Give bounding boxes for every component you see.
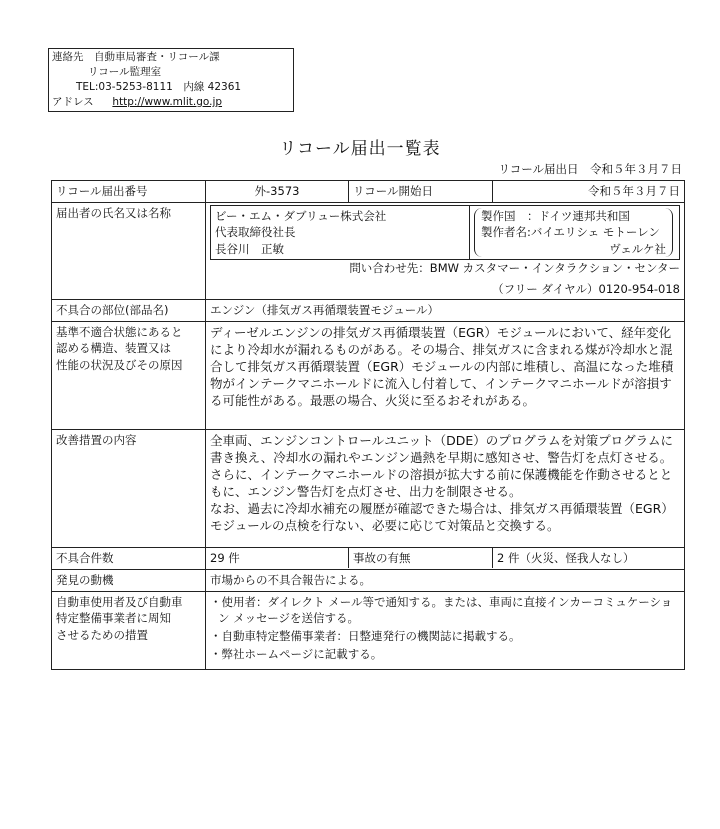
label-notification-3: させるための措置 xyxy=(56,627,148,642)
part-name: エンジン（排気ガス再循環装置モジュール） xyxy=(206,300,685,322)
inquiry-contact: 問い合わせ先：BMW カスタマー・インタラクション・センター xyxy=(349,261,680,275)
label-notification-1: 自動車使用者及び自動車 xyxy=(56,594,183,609)
label-defect-count: 不具合件数 xyxy=(52,547,206,569)
label-discovery: 発見の動機 xyxy=(52,569,206,591)
discovery-motive: 市場からの不具合報告による。 xyxy=(206,569,685,591)
company-name: ビー・エム・ダブリュー株式会社 xyxy=(215,208,387,223)
maker-info xyxy=(474,208,673,258)
representative-role: 代表取締役社長 xyxy=(215,225,296,239)
row-applicant xyxy=(52,202,685,300)
inquiry-tel: （フリー ダイヤル）0120-954-018 xyxy=(492,281,680,296)
label-recall-number: リコール届出番号 xyxy=(52,181,206,203)
representative-name: 長谷川 正敏 xyxy=(215,241,284,256)
label-part: 不具合の部位(部品名) xyxy=(52,300,206,322)
label-defect-3: 性能の状況及びその原因 xyxy=(56,357,183,372)
label-start-date: リコール開始日 xyxy=(349,181,493,202)
label-applicant: 届出者の氏名又は名称 xyxy=(52,202,206,300)
address-label: アドレス xyxy=(52,96,94,108)
row-discovery xyxy=(52,569,685,591)
contact-line-1: 連絡先 自動車局審査・リコール課 xyxy=(52,51,220,63)
row-remedy xyxy=(52,429,685,547)
row-recall-number xyxy=(52,181,685,203)
row-part xyxy=(52,300,685,322)
remedy-description: 全車両、エンジンコントロールユニット（DDE）のプログラムを対策プログラムに書き換え、冷却水の漏れやエンジン過熱を早期に感知させ、警告灯を点灯させる。さらに、インテークマニホールドの溶損が拡大する前に保護機能を作動させるとともに、エンジン警告灯を点灯させ、出力を制限させる。 xyxy=(210,432,674,499)
contact-line-2: リコール監理室 xyxy=(88,66,162,78)
row-notification xyxy=(52,591,685,669)
row-defect-count xyxy=(52,547,685,569)
mlit-link[interactable]: http://www.mlit.go.jp xyxy=(112,96,223,108)
page-title: リコール届出一覧表 xyxy=(279,139,441,159)
notice-date: リコール届出日 令和５年３月７日 xyxy=(498,162,682,176)
maker-name-1: 製作者名:バイエリシェ モトーレン xyxy=(481,225,660,239)
maker-country: 製作国 ：ドイツ連邦共和国 xyxy=(481,208,630,223)
contact-address-row xyxy=(52,95,290,110)
notification-item-1: ・ 使用者：ダイレクト メール等で通知する。または、車両に直接インカーコミュケーション メッセージを送信する。 xyxy=(210,594,680,626)
recall-table xyxy=(51,180,685,670)
notification-item-3: ・ 弊社ホームページに記載する。 xyxy=(210,646,680,662)
remedy-note: なお、過去に冷却水補充の履歴が確認できた場合は、排気ガス再循環装置（EGR）モジュールの点検を行ない、必要に応じて対策品と交換する。 xyxy=(210,500,674,533)
defect-description: ディーゼルエンジンの排気ガス再循環装置（EGR）モジュールにおいて、経年変化により冷却水が漏れるものがある。その場合、排気ガスに含まれる煤が冷却水と混合して排気ガス再循環装置（EGR）モジュールの内部に堆積し、高温になった堆積物がインテークマニホールドに流入し付着して、インテークマニホールドが溶損する可能性がある。最悪の場合、火災に至るおそれがある。 xyxy=(206,321,685,429)
start-date: 令和５年３月７日 xyxy=(588,184,680,198)
maker-name-2: ヴェルケ社 xyxy=(609,241,666,256)
notification-item-2: ・ 自動車特定整備事業者：日整連発行の機関誌に掲載する。 xyxy=(210,628,680,644)
label-defect-1: 基準不適合状態にあると xyxy=(56,324,183,339)
row-defect xyxy=(52,321,685,429)
label-remedy: 改善措置の内容 xyxy=(52,429,206,547)
recall-number: 外-3573 xyxy=(206,181,349,202)
accident-value: 2 件（火災、怪我人なし） xyxy=(497,550,635,565)
contact-line-3: TEL:03-5253-8111 内線 42361 xyxy=(76,81,242,93)
label-accident: 事故の有無 xyxy=(349,548,493,569)
contact-box xyxy=(48,48,294,112)
label-defect-2: 認める構造、装置又は xyxy=(56,341,171,355)
label-notification-2: 特定整備事業者に周知 xyxy=(56,611,171,625)
defect-count: 29 件 xyxy=(206,548,349,569)
